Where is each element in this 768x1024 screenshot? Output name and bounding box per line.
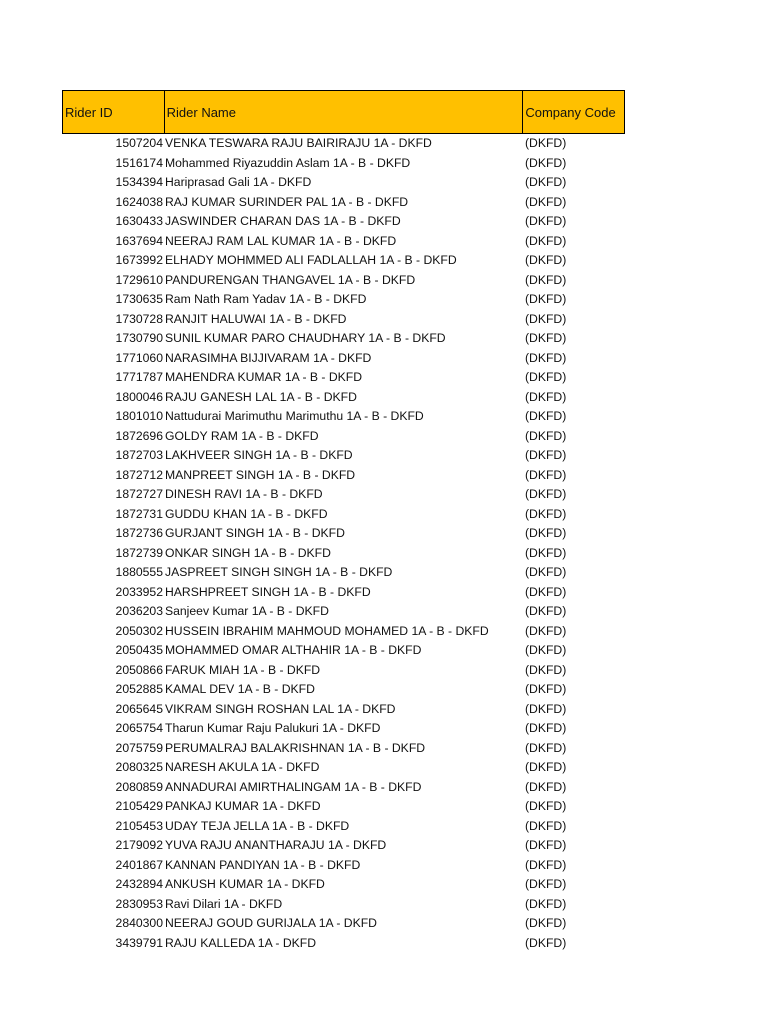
cell-rider-name: RAJU KALLEDA 1A - DKFD [165,935,317,950]
table-row [62,622,625,642]
table-row [62,154,625,174]
table-row [62,407,625,427]
cell-rider-id: 1673992 [115,253,163,267]
cell-rider-name: UDAY TEJA JELLA 1A - B - DKFD [165,818,350,833]
cell-rider-id: 1729610 [115,272,163,287]
cell-rider-id: 1800046 [115,389,163,404]
cell-rider-id: 2036203 [115,604,163,618]
header-company-code: Company Code [525,104,616,120]
cell-rider-id: 1872736 [115,526,163,540]
cell-rider-id: 2179092 [115,838,163,852]
cell-rider-name: KANNAN PANDIYAN 1A - B - DKFD [165,857,361,872]
cell-rider-id: 2401867 [115,857,163,872]
cell-rider-id: 2065754 [115,721,163,735]
table-row [62,466,625,486]
cell-rider-name: HUSSEIN IBRAHIM MAHMOUD MOHAMED 1A - B - DKFD [165,623,489,638]
cell-company-code: (DKFD) [525,253,567,267]
cell-rider-name: HARSHPREET SINGH 1A - B - DKFD [165,584,371,599]
cell-company-code: (DKFD) [525,916,567,930]
cell-rider-id: 2105453 [115,818,163,833]
cell-rider-name: RAJU GANESH LAL 1A - B - DKFD [165,389,357,404]
header-rider-id: Rider ID [63,91,165,133]
table-row [62,680,625,700]
table-row [62,583,625,603]
cell-rider-id: 2050435 [115,643,163,657]
table-row [62,641,625,661]
cell-rider-id: 1880555 [115,565,163,579]
cell-rider-id: 1872712 [115,467,163,482]
cell-rider-name: KAMAL DEV 1A - B - DKFD [165,682,315,696]
table-row [62,934,625,954]
cell-rider-name: MOHAMMED OMAR ALTHAHIR 1A - B - DKFD [165,643,422,657]
cell-company-code: (DKFD) [525,506,567,521]
cell-company-code: (DKFD) [525,155,567,170]
cell-rider-id: 2050866 [115,662,163,677]
cell-rider-name: VENKA TESWARA RAJU BAIRIRAJU 1A - DKFD [165,136,432,150]
cell-company-code: (DKFD) [525,818,567,833]
cell-rider-name: NEERAJ GOUD GURIJALA 1A - DKFD [165,916,377,930]
cell-rider-name: FARUK MIAH 1A - B - DKFD [165,662,321,677]
cell-rider-id: 1771060 [115,350,163,365]
header-rider-name: Rider Name [165,91,524,133]
table-row [62,719,625,739]
table-row [62,914,625,934]
table-row [62,524,625,544]
cell-company-code: (DKFD) [525,409,567,423]
table-row [62,797,625,817]
cell-company-code: (DKFD) [525,760,567,774]
table-row [62,388,625,408]
cell-rider-name: ONKAR SINGH 1A - B - DKFD [165,545,331,560]
cell-company-code: (DKFD) [525,194,567,209]
cell-rider-name: Tharun Kumar Raju Palukuri 1A - DKFD [165,721,381,735]
cell-company-code: (DKFD) [525,779,567,794]
cell-company-code: (DKFD) [525,682,567,696]
cell-company-code: (DKFD) [525,467,567,482]
cell-company-code: (DKFD) [525,623,567,638]
cell-rider-name: GURJANT SINGH 1A - B - DKFD [165,526,345,540]
cell-rider-id: 1872731 [115,506,163,521]
cell-rider-id: 2052885 [115,682,163,696]
cell-rider-id: 2065645 [115,701,163,716]
cell-company-code: (DKFD) [525,896,567,911]
table-row [62,485,625,505]
cell-company-code: (DKFD) [525,350,567,365]
table-row [62,817,625,837]
cell-rider-id: 2840300 [115,916,163,930]
cell-company-code: (DKFD) [525,233,567,248]
cell-rider-id: 1730635 [115,292,163,306]
cell-rider-id: 2033952 [115,584,163,599]
cell-rider-name: LAKHVEER SINGH 1A - B - DKFD [165,448,353,462]
cell-rider-name: Ravi Dilari 1A - DKFD [165,896,283,911]
cell-rider-id: 2830953 [115,896,163,911]
cell-rider-id: 1630433 [115,214,163,228]
cell-company-code: (DKFD) [525,175,567,189]
cell-rider-id: 1872739 [115,545,163,560]
cell-company-code: (DKFD) [525,370,567,384]
cell-rider-id: 1730728 [115,311,163,326]
cell-rider-name: JASWINDER CHARAN DAS 1A - B - DKFD [165,214,401,228]
cell-company-code: (DKFD) [525,428,567,443]
cell-company-code: (DKFD) [525,214,567,228]
table-row [62,173,625,193]
cell-rider-id: 1730790 [115,331,163,345]
cell-company-code: (DKFD) [525,331,567,345]
table-row [62,895,625,915]
cell-rider-name: GOLDY RAM 1A - B - DKFD [165,428,319,443]
cell-rider-id: 2075759 [115,740,163,755]
cell-rider-name: NARASIMHA BIJJIVARAM 1A - DKFD [165,350,372,365]
cell-company-code: (DKFD) [525,838,567,852]
table-row [62,446,625,466]
cell-rider-name: GUDDU KHAN 1A - B - DKFD [165,506,328,521]
cell-company-code: (DKFD) [525,545,567,560]
table-row [62,700,625,720]
table-row [62,856,625,876]
table-header [62,90,625,134]
cell-company-code: (DKFD) [525,389,567,404]
cell-company-code: (DKFD) [525,584,567,599]
cell-rider-id: 1624038 [115,194,163,209]
cell-company-code: (DKFD) [525,721,567,735]
cell-rider-name: RANJIT HALUWAI 1A - B - DKFD [165,311,347,326]
cell-rider-id: 1872703 [115,448,163,462]
cell-rider-id: 2080859 [115,779,163,794]
table-row [62,875,625,895]
table-row [62,427,625,447]
cell-rider-name: MANPREET SINGH 1A - B - DKFD [165,467,356,482]
cell-rider-id: 2050302 [115,623,163,638]
cell-rider-name: YUVA RAJU ANANTHARAJU 1A - DKFD [165,838,387,852]
cell-rider-name: Ram Nath Ram Yadav 1A - B - DKFD [165,292,367,306]
cell-rider-name: ANKUSH KUMAR 1A - DKFD [165,877,325,891]
cell-rider-id: 1637694 [115,233,163,248]
table-row [62,739,625,759]
cell-company-code: (DKFD) [525,565,567,579]
cell-rider-name: ELHADY MOHMMED ALI FADLALLAH 1A - B - DKFD [165,253,457,267]
table-row [62,661,625,681]
cell-company-code: (DKFD) [525,604,567,618]
table-row [62,602,625,622]
cell-rider-id: 1872727 [115,487,163,501]
cell-company-code: (DKFD) [525,701,567,716]
table-body [62,134,625,953]
cell-rider-id: 2080325 [115,760,163,774]
cell-company-code: (DKFD) [525,448,567,462]
cell-rider-name: PANKAJ KUMAR 1A - DKFD [165,799,321,813]
cell-rider-name: SUNIL KUMAR PARO CHAUDHARY 1A - B - DKFD [165,331,446,345]
cell-rider-id: 1534394 [115,175,163,189]
table-row [62,232,625,252]
cell-company-code: (DKFD) [525,935,567,950]
table-row [62,778,625,798]
table-row [62,212,625,232]
table-row [62,505,625,525]
cell-rider-id: 2105429 [115,799,163,813]
table-row [62,836,625,856]
table-row [62,290,625,310]
cell-rider-name: VIKRAM SINGH ROSHAN LAL 1A - DKFD [165,701,396,716]
cell-company-code: (DKFD) [525,857,567,872]
cell-rider-id: 1801010 [115,409,163,423]
cell-rider-id: 2432894 [115,877,163,891]
cell-company-code: (DKFD) [525,311,567,326]
cell-company-code: (DKFD) [525,292,567,306]
cell-rider-name: MAHENDRA KUMAR 1A - B - DKFD [165,370,363,384]
cell-rider-name: Mohammed Riyazuddin Aslam 1A - B - DKFD [165,155,411,170]
cell-rider-id: 1507204 [115,136,163,150]
cell-rider-name: Sanjeev Kumar 1A - B - DKFD [165,604,329,618]
cell-company-code: (DKFD) [525,526,567,540]
cell-rider-name: Nattudurai Marimuthu Marimuthu 1A - B - DKFD [165,409,424,423]
table-row [62,251,625,271]
table-row [62,310,625,330]
cell-rider-name: JASPREET SINGH SINGH 1A - B - DKFD [165,565,393,579]
cell-company-code: (DKFD) [525,877,567,891]
cell-rider-name: RAJ KUMAR SURINDER PAL 1A - B - DKFD [165,194,409,209]
cell-rider-id: 1872696 [115,428,163,443]
cell-rider-name: PERUMALRAJ BALAKRISHNAN 1A - B - DKFD [165,740,426,755]
table-row [62,329,625,349]
cell-company-code: (DKFD) [525,487,567,501]
cell-rider-id: 3439791 [115,935,163,950]
table-row [62,349,625,369]
table-row [62,544,625,564]
table-row [62,134,625,154]
cell-company-code: (DKFD) [525,643,567,657]
cell-rider-name: NARESH AKULA 1A - DKFD [165,760,320,774]
cell-rider-name: PANDURENGAN THANGAVEL 1A - B - DKFD [165,272,416,287]
cell-rider-name: ANNADURAI AMIRTHALINGAM 1A - B - DKFD [165,779,422,794]
table-row [62,368,625,388]
cell-company-code: (DKFD) [525,662,567,677]
cell-company-code: (DKFD) [525,799,567,813]
cell-rider-name: Hariprasad Gali 1A - DKFD [165,175,312,189]
table-row [62,758,625,778]
cell-rider-name: DINESH RAVI 1A - B - DKFD [165,487,323,501]
table-row [62,193,625,213]
cell-company-code: (DKFD) [525,740,567,755]
cell-company-code: (DKFD) [525,272,567,287]
cell-rider-id: 1771787 [115,370,163,384]
cell-company-code: (DKFD) [525,136,567,150]
table-row [62,271,625,291]
cell-rider-name: NEERAJ RAM LAL KUMAR 1A - B - DKFD [165,233,397,248]
cell-rider-id: 1516174 [115,155,163,170]
rider-table [62,90,625,953]
table-row [62,563,625,583]
